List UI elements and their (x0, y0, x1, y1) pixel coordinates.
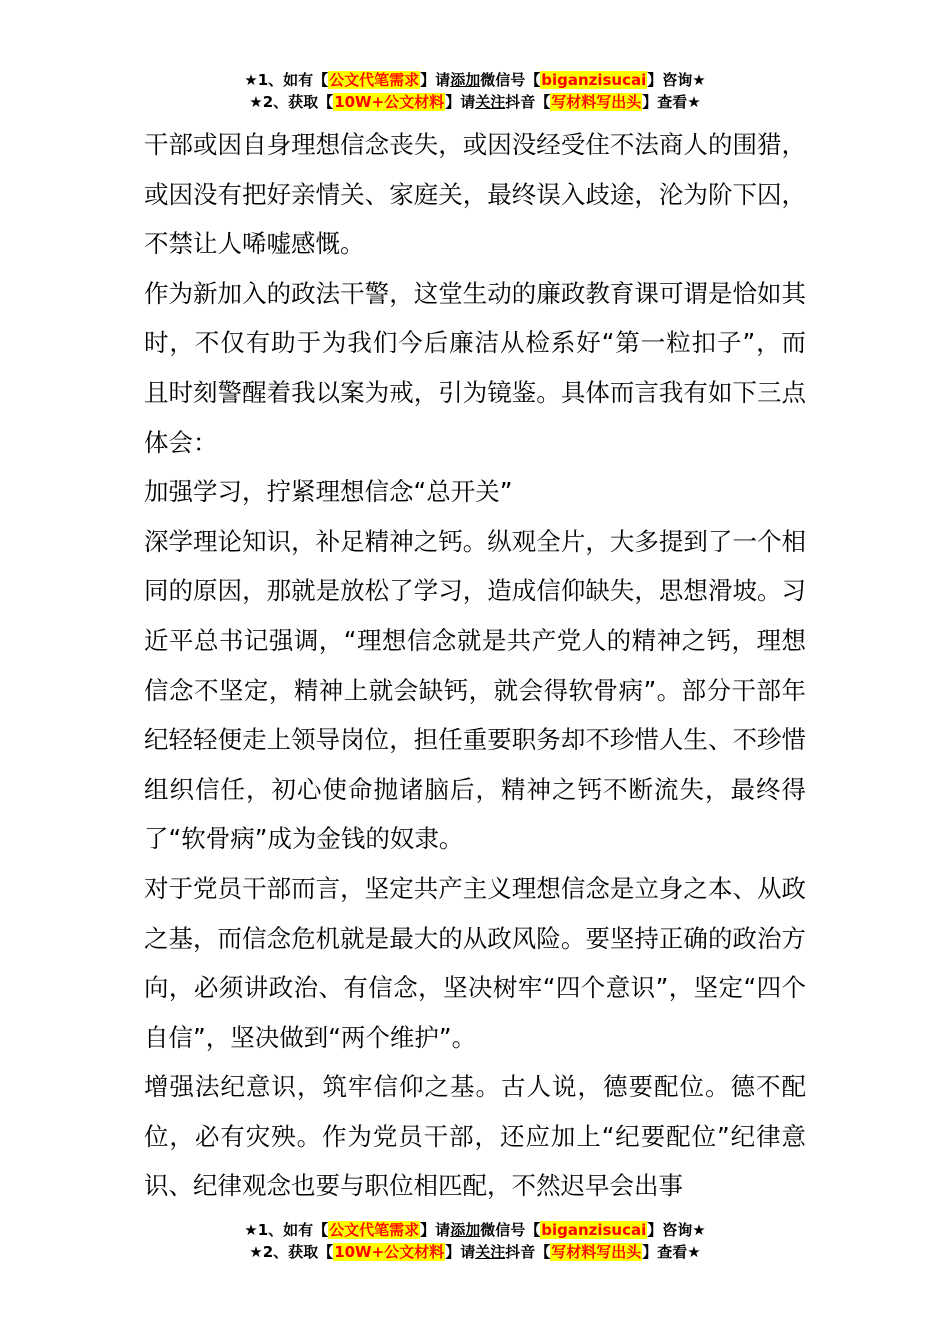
highlight-materials: 10W+公文材料 (334, 1243, 445, 1261)
highlight-service: 公文代笔需求 (329, 71, 420, 89)
banner-text: ★2、获取【 (249, 1243, 334, 1261)
banner-emphasis: 添加 (450, 71, 481, 89)
banner-line-2 (0, 91, 950, 113)
footer-banner (0, 1219, 950, 1263)
banner-text: ★1、如有【 (244, 71, 329, 89)
banner-text: 抖音【 (505, 93, 551, 111)
banner-text: 】请 (420, 71, 451, 89)
highlight-service: 公文代笔需求 (329, 1221, 420, 1239)
banner-emphasis: 关注 (475, 1243, 506, 1261)
paragraph: 深学理论知识，补足精神之钙。纵观全片，大多提到了一个相同的原因，那就是放松了学习，造成信仰缺失，思想滑坡。习近平总书记强调，“理想信念就是共产党人的精神之钙，理想信念不坚定，精神上就会缺钙，就会得软骨病”。部分干部年纪轻轻便走上领导岗位，担任重要职务却不珍惜人生、不珍惜组织信任，初心使命抛诸脑后，精神之钙不断流失，最终得了“软骨病”成为金钱的奴隶。 (144, 526, 806, 854)
banner-text: 】咨询★ (647, 1221, 706, 1239)
document-body (144, 120, 806, 1211)
banner-text: 抖音【 (505, 1243, 551, 1261)
banner-text: ★2、获取【 (249, 93, 334, 111)
header-banner (0, 69, 950, 113)
banner-line-2 (0, 1241, 950, 1263)
banner-text: 微信号【 (480, 71, 541, 89)
banner-text: 】咨询★ (647, 71, 706, 89)
banner-text: 微信号【 (480, 1221, 541, 1239)
banner-text: 】请 (445, 1243, 476, 1261)
paragraph: 干部或因自身理想信念丧失，或因没经受住不法商人的围猎，或因没有把好亲情关、家庭关，最终误入歧途，沦为阶下囚，不禁让人唏嘘感慨。 (144, 130, 806, 259)
paragraph: 作为新加入的政法干警，这堂生动的廉政教育课可谓是恰如其时，不仅有助于为我们今后廉洁从检系好“第一粒扣子”，而且时刻警醒着我以案为戒，引为镜鉴。具体而言我有如下三点体会： (144, 278, 806, 457)
banner-emphasis: 添加 (450, 1221, 481, 1239)
highlight-douyin-account: 写材料写出头 (551, 1243, 642, 1261)
highlight-wechat-id: biganzisucai (541, 1221, 647, 1239)
paragraph: 增强法纪意识，筑牢信仰之基。古人说，德要配位。德不配位，必有灾殃。作为党员干部，还应加上“纪要配位”纪律意识、纪律观念也要与职位相匹配，不然迟早会出事 (144, 1072, 806, 1201)
banner-line-1 (0, 1219, 950, 1241)
banner-text: 】请 (420, 1221, 451, 1239)
banner-text: 】查看★ (642, 1243, 701, 1261)
banner-text: 】请 (445, 93, 476, 111)
section-heading: 加强学习，拧紧理想信念“总开关” (144, 477, 513, 507)
banner-text: ★1、如有【 (244, 1221, 329, 1239)
banner-emphasis: 关注 (475, 93, 506, 111)
banner-line-1 (0, 69, 950, 91)
highlight-wechat-id: biganzisucai (541, 71, 647, 89)
highlight-douyin-account: 写材料写出头 (551, 93, 642, 111)
paragraph: 对于党员干部而言，坚定共产主义理想信念是立身之本、从政之基，而信念危机就是最大的从政风险。要坚持正确的政治方向，必须讲政治、有信念，坚决树牢“四个意识”，坚定“四个自信”，坚决做到“两个维护”。 (144, 873, 806, 1052)
highlight-materials: 10W+公文材料 (334, 93, 445, 111)
banner-text: 】查看★ (642, 93, 701, 111)
